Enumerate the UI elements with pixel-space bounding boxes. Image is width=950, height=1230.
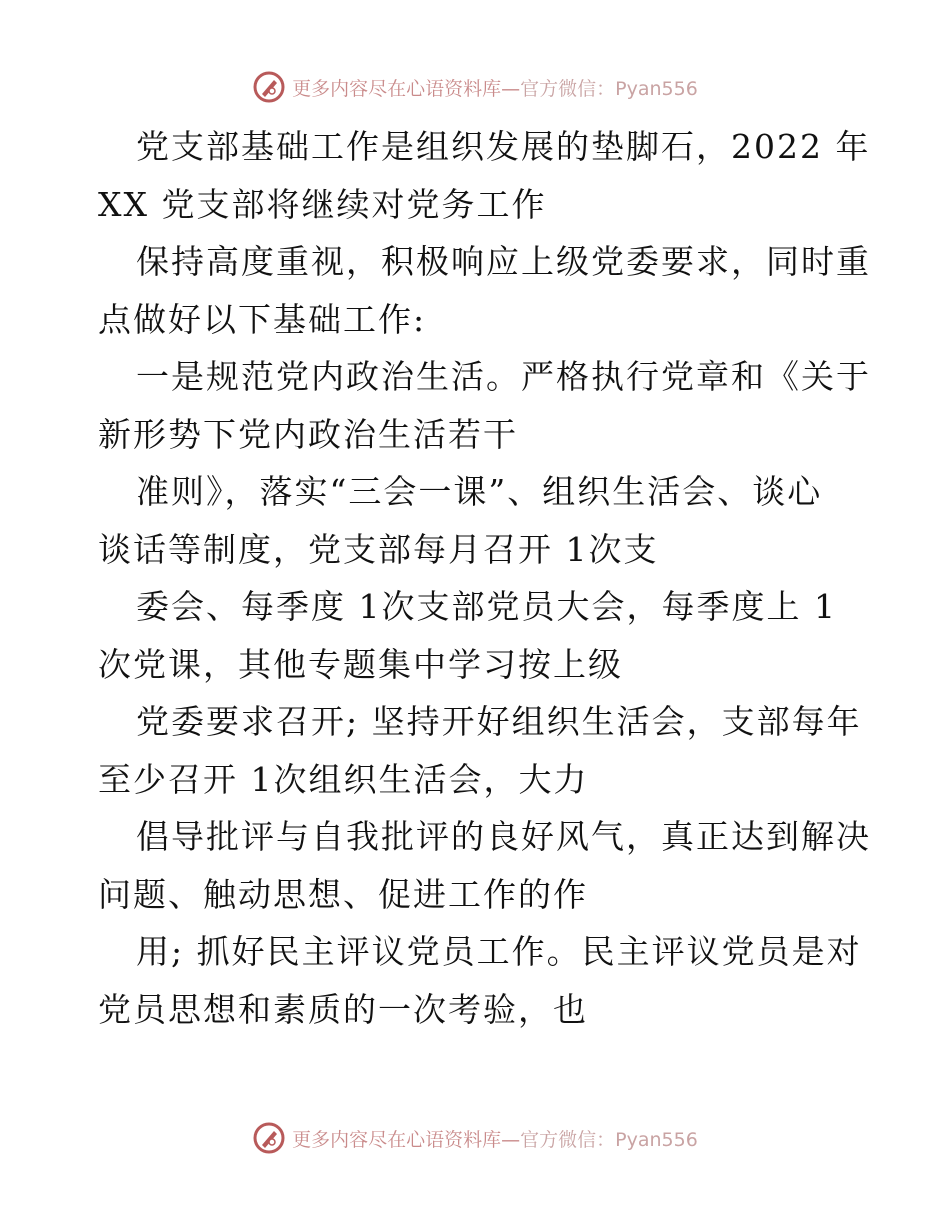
body-text-line: 党支部基础工作是组织发展的垫脚石，2022 年 — [136, 127, 871, 166]
pen-circle-logo-icon — [252, 70, 286, 104]
pen-circle-logo-icon — [252, 1121, 286, 1155]
footer-banner-prefix: 更多内容尽在心语资料库— — [292, 1128, 521, 1151]
header-banner — [0, 70, 950, 104]
header-banner-prefix: 更多内容尽在心语资料库— — [292, 77, 521, 100]
document-body — [98, 118, 871, 1038]
body-text-line: 次党课，其他专题集中学习按上级 — [98, 644, 623, 684]
body-text-line: XX 党支部将继续对党务工作 — [98, 184, 547, 224]
body-text-line: 用; 抓好民主评议党员工作。民主评议党员是对 — [136, 932, 862, 971]
header-banner-suffix: 官方微信：Pyan556 — [520, 77, 698, 100]
body-text-line: 谈话等制度，党支部每月召开 1次支 — [98, 529, 659, 569]
header-banner-text — [292, 74, 698, 101]
body-text-line: 党委要求召开; 坚持开好组织生活会，支部每年 — [136, 702, 862, 741]
footer-banner — [0, 1121, 950, 1155]
footer-banner-suffix: 官方微信：Pyan556 — [520, 1128, 698, 1151]
body-text-line: 问题、触动思想、促进工作的作 — [98, 874, 588, 914]
body-text-line: 准则》，落实“三会一课”、组织生活会、谈心 — [136, 472, 823, 511]
body-text-line: 一是规范党内政治生活。严格执行党章和《关于 — [136, 357, 871, 396]
body-text-line: 委会、每季度 1次支部党员大会，每季度上 1 — [136, 587, 837, 626]
body-text-line: 保持高度重视，积极响应上级党委要求，同时重 — [136, 242, 871, 281]
body-text-line: 倡导批评与自我批评的良好风气，真正达到解决 — [136, 817, 871, 856]
body-text-line: 党员思想和素质的一次考验，也 — [98, 989, 588, 1029]
body-text-line: 点做好以下基础工作: — [98, 299, 427, 339]
footer-banner-text — [292, 1125, 698, 1152]
body-text-line: 新形势下党内政治生活若干 — [98, 414, 518, 454]
body-text-line: 至少召开 1次组织生活会，大力 — [98, 759, 589, 799]
